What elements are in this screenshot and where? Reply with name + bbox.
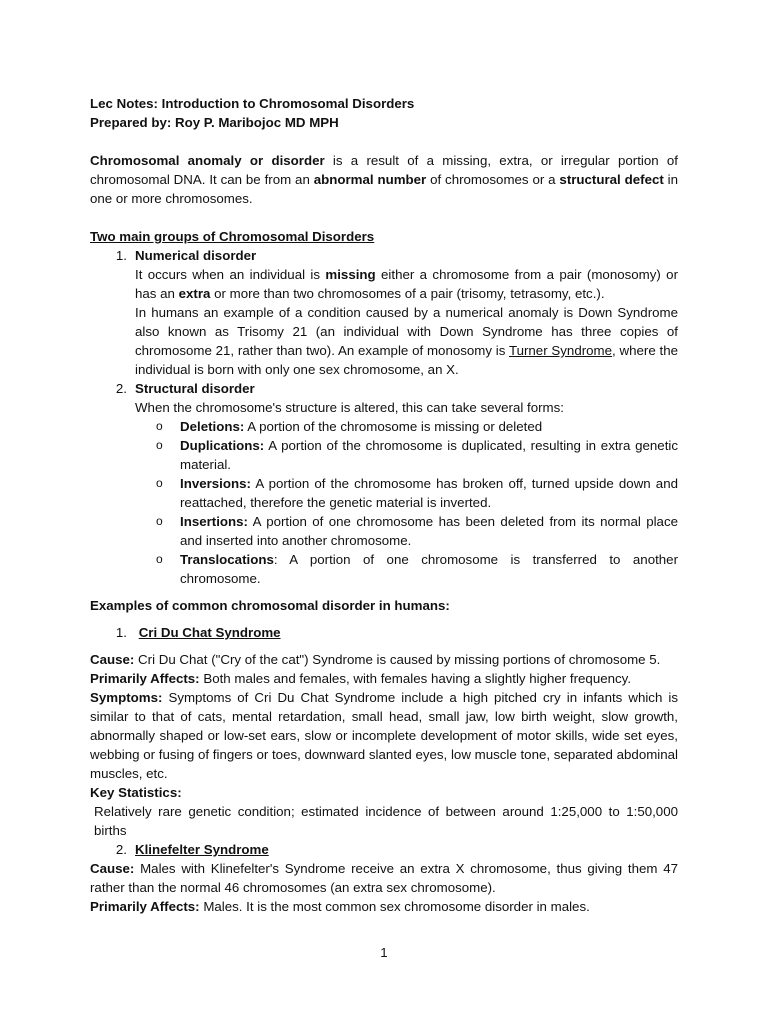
list-item: o Translocations: A portion of one chromosome is transferred to another chromosome. [156, 552, 678, 586]
numerical-disorder-text: It occurs when an individual is missing either a chromosome from a pair (monosomy) or has an extra or more than two chromosomes of a pair (trisomy, tetrasomy, etc.). In humans an example of a condition caused by a numerical anomaly is Down Syndrome also known as Trisomy 21 (an individual with Down Syndrome has three copies of chromosome 21, rather than two). An example of monosomy is Turner Syndrome, where the individual is born with only one sex chromosome, an X. [135, 267, 679, 377]
structural-forms-list [90, 417, 678, 588]
turner-syndrome-link: Turner Syndrome [508, 343, 613, 358]
list-item: o Deletions: A portion of the chromosome is missing or deleted [156, 419, 543, 434]
doc-author: Prepared by: Roy P. Maribojoc MD MPH [90, 115, 339, 130]
page-number: 1 [380, 945, 388, 960]
doc-title: Lec Notes: Introduction to Chromosomal Disorders [90, 96, 415, 111]
list-item: o Duplications: A portion of the chromosome is duplicated, resulting in extra genetic material. [156, 438, 678, 472]
structural-disorder-item: 2. Structural disorder [115, 381, 255, 396]
cri-affects: Primarily Affects: Both males and females, with females having a slightly higher frequency. [90, 671, 632, 686]
groups-heading: Two main groups of Chromosomal Disorders [90, 229, 375, 244]
intro-paragraph: Chromosomal anomaly or disorder is a result of a missing, extra, or irregular portion of chromosomal DNA. It can be from an abnormal number of chromosomes or a structural defect in one or more chromosomes. [90, 153, 679, 206]
klinefelter-heading: 2. Klinefelter Syndrome [115, 842, 269, 857]
examples-heading: Examples of common chromosomal disorder in humans: [90, 598, 450, 613]
list-item: o Insertions: A portion of one chromosome has been deleted from its normal place and inserted into another chromosome. [156, 514, 678, 548]
klinefelter-cause: Cause: Males with Klinefelter's Syndrome receive an extra X chromosome, thus giving them 47 rather than the normal 46 chromosomes (an extra sex chromosome). [90, 861, 678, 895]
cri-stats: Relatively rare genetic condition; estimated incidence of between around 1:25,000 to 1:50,000 births [94, 804, 678, 838]
cri-symptoms: Symptoms: Symptoms of Cri Du Chat Syndrome include a high pitched cry in infants which is similar to that of cats, mental retardation, small head, small jaw, low birth weight, slow growth, abnormally shaped or low-set ears, slow or incomplete development of motor skills, wide set eyes, webbing or fusing of fingers or toes, downward slanted eyes, low muscle tone, separated abdominal muscles, etc. [90, 690, 678, 781]
cri-stats-label: Key Statistics: [90, 785, 182, 800]
list-item: o Inversions: A portion of the chromosome has broken off, turned upside down and reattached, therefore the genetic material is inverted. [156, 476, 678, 510]
klinefelter-affects: Primarily Affects: Males. It is the most common sex chromosome disorder in males. [90, 899, 590, 914]
cri-du-chat-heading: 1. Cri Du Chat Syndrome [115, 625, 281, 640]
structural-disorder-intro: When the chromosome's structure is altered, this can take several forms: [135, 400, 564, 415]
numerical-disorder-item: 1. Numerical disorder [115, 248, 257, 263]
cri-cause: Cause: Cri Du Chat ("Cry of the cat") Syndrome is caused by missing portions of chromosome 5. [90, 652, 661, 667]
